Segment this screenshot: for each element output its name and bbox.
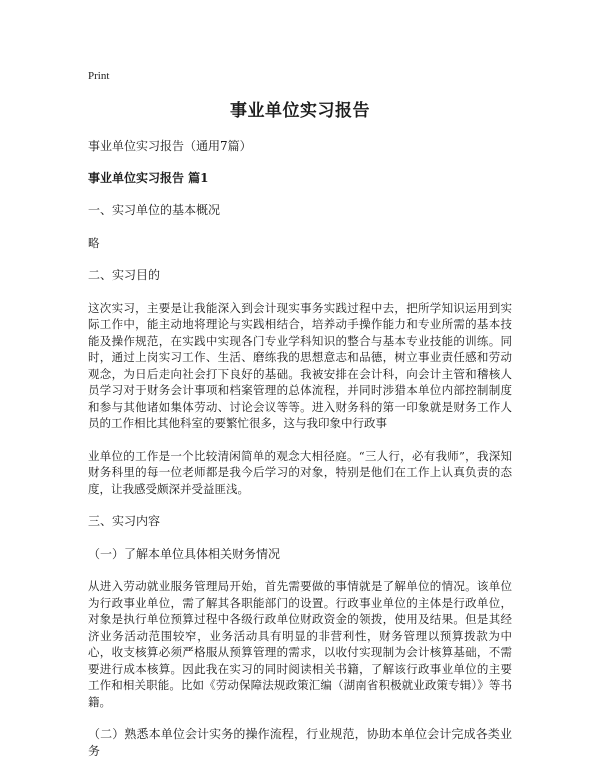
document-title: 事业单位实习报告 <box>230 101 370 121</box>
section-heading-2: 二、实习目的 <box>88 268 161 282</box>
subsection-heading-1: （一）了解本单位具体相关财务情况 <box>88 546 281 561</box>
section-body-1: 略 <box>88 235 100 250</box>
paragraph: 从进入劳动就业服务管理局开始，首先需要做的事情就是了解单位的情况。该单位为行政事业单位，需了解其各职能部门的设置。行政事业单位的主体是行政单位，对象是执行单位预算过程中各级行政单位财政资金的领拨，使用及结果。但是其经济业务活动范围较窄，业务活动具有明显的非营利性，财务管理以预算拨款为中心，收支核算必须严格服从预算管理的需求，以收付实现制为会计核算基础，不需要进行成本核算。因此我在实习的同时阅读相关书籍，了解该行政事业单位的主要工作和相关职能。比如《劳动保障法规政策汇编（湖南省积极就业政策专辑）》等书籍。 <box>88 579 512 709</box>
print-link[interactable]: Print <box>88 70 110 82</box>
paragraph: 业单位的工作是一个比较清闲简单的观念大相径庭。“三人行，必有我师”，我深知财务科里的每一位老师都是我今后学习的对象，特别是他们在工作上认真负责的态度，让我感受颇深并受益匪浅。 <box>88 448 512 496</box>
document-subtitle: 事业单位实习报告（通用7篇） <box>88 139 252 153</box>
subsection-heading-2: （二）熟悉本单位会计实务的操作流程，行业规范，协助本单位会计完成各类业务 <box>88 727 512 758</box>
part-title: 事业单位实习报告 篇1 <box>88 170 209 185</box>
section-heading-1: 一、实习单位的基本概况 <box>88 203 221 217</box>
paragraph: 这次实习，主要是让我能深入到会计现实事务实践过程中去，把所学知识运用到实际工作中，能主动地将理论与实践相结合，培养动手操作能力和专业所需的基本技能及操作规范，在实践中实现各门专业学科知识的整合与基本专业技能的训练。同时，通过上岗实习工作、生活、磨练我的思想意志和品德，树立事业责任感和劳动观念，为日后走向社会打下良好的基础。我被安排在会计科，向会计主管和稽核人员学习对于财务会计事项和档案管理的总体流程，并同时涉猎本单位内部控制制度和参与其他诸如集体劳动、讨论会议等等。进入财务科的第一印象就是财务工作人员的工作相比其他科室的要繁忙很多，这与我印象中行政事 <box>88 300 512 430</box>
section-heading-3: 三、实习内容 <box>88 514 161 528</box>
